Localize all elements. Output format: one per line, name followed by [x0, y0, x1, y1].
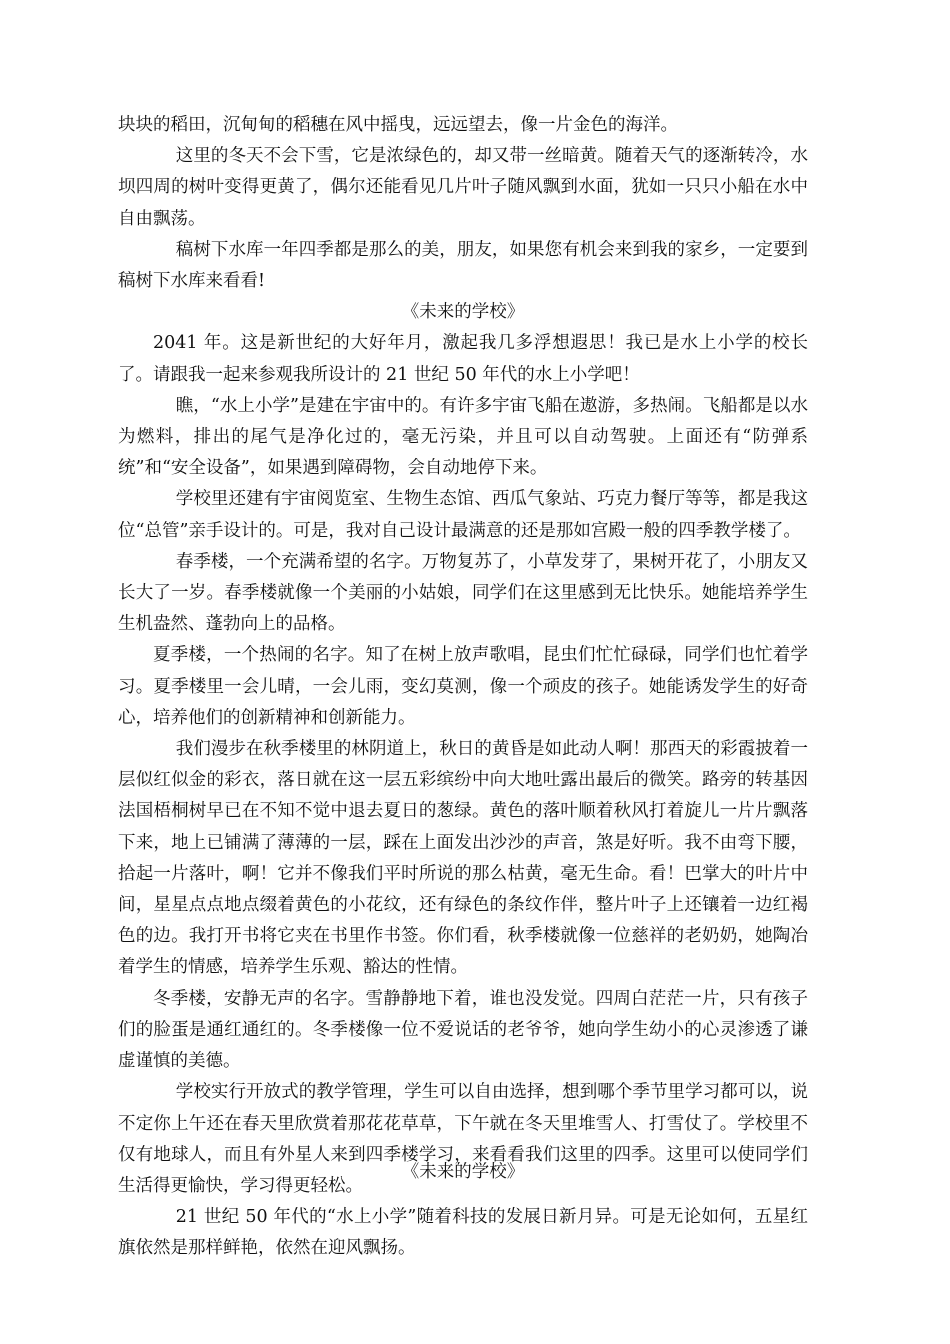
- paragraph: 冬季楼，安静无声的名字。雪静静地下着，谁也没发觉。四周白茫茫一片，只有孩子们的脸蛋是通红通红的。冬季楼像一位不爱说话的老爷爷，她向学生幼小的心灵渗透了谦虚谨慎的美德。: [118, 988, 808, 1072]
- paragraph: 夏季楼，一个热闹的名字。知了在树上放声歌唱，昆虫们忙忙碌碌，同学们也忙着学习。夏季楼里一会儿晴，一会儿雨，变幻莫测，像一个顽皮的孩子。她能诱发学生的好奇心，培养他们的创新精神和创新能力。: [118, 645, 808, 728]
- document-body: [118, 110, 808, 1265]
- paragraph: 我们漫步在秋季楼里的林阴道上，秋日的黄昏是如此动人啊！那西天的彩霞披着一层似红似金的彩衣，落日就在这一层五彩缤纷中向大地吐露出最后的微笑。路旁的转基因法国梧桐树早已在不知不觉中退去夏日的葱绿。黄色的落叶顺着秋风打着旋儿一片片飘落下来，地上已铺满了薄薄的一层，踩在上面发出沙沙的声音，煞是好听。我不由弯下腰，拾起一片落叶，啊！它并不像我们平时所说的那么枯黄，毫无生命。看！巴掌大的叶片中间，星星点点地点缀着黄色的小花纹，还有绿色的条纹作伴，整片叶子上还镶着一边红褐色的边。我打开书将它夹在书里作书签。你们看，秋季楼就像一位慈祥的老奶奶，她陶冶着学生的情感，培养学生乐观、豁达的性情。: [118, 739, 808, 978]
- paragraph: 春季楼，一个充满希望的名字。万物复苏了，小草发芽了，果树开花了，小朋友又长大了一岁。春季楼就像一个美丽的小姑娘，同学们在这里感到无比快乐。她能培养学生生机盎然、蓬勃向上的品格。: [118, 551, 808, 635]
- essay-title: 《未来的学校》: [401, 302, 525, 323]
- next-essay-title: 《未来的学校》: [401, 1162, 525, 1182]
- paragraph: 块块的稻田，沉甸甸的稻穗在风中摇曳，远远望去，像一片金色的海洋。: [118, 115, 678, 135]
- paragraph: 21 世纪 50 年代的“水上小学”随着科技的发展日新月异。可是无论如何，五星红旗依然是那样鲜艳，依然在迎风飘扬。: [118, 1207, 808, 1259]
- paragraph: 稿树下水库一年四季都是那么的美，朋友，如果您有机会来到我的家乡，一定要到稿树下水库来看看!: [118, 239, 808, 292]
- paragraph: 学校实行开放式的教学管理，学生可以自由选择，想到哪个季节里学习都可以，说不定你上午还在春天里欣赏着那花花草草，下午就在冬天里堆雪人、打雪仗了。学校里不仅有地球人，而且有外星人来到四季楼学习，来看看我们这里的四季。这里可以使同学们生活得更愉快，学习得更轻松。: [118, 1082, 808, 1196]
- paragraph: 瞧，“水上小学”是建在宇宙中的。有许多宇宙飞船在遨游，多热闹。飞船都是以水为燃料，排出的尾气是净化过的，毫无污染，并且可以自动驾驶。上面还有“防弹系统”和“安全设备”，如果遇到障碍物，会自动地停下来。: [118, 395, 808, 479]
- paragraph: 学校里还建有宇宙阅览室、生物生态馆、西瓜气象站、巧克力餐厅等等，都是我这位“总管”亲手设计的。可是，我对自己设计最满意的还是那如宫殿一般的四季教学楼了。: [118, 489, 808, 541]
- paragraph: 2041 年。这是新世纪的大好年月，激起我几多浮想遐思！我已是水上小学的校长了。请跟我一起来参观我所设计的 21 世纪 50 年代的水上小学吧！: [118, 333, 808, 385]
- paragraph: 这里的冬天不会下雪，它是浓绿色的，却又带一丝暗黄。随着天气的逐渐转冷，水坝四周的树叶变得更黄了，偶尔还能看见几片叶子随风飘到水面，犹如一只只小船在水中自由飘荡。: [118, 146, 808, 229]
